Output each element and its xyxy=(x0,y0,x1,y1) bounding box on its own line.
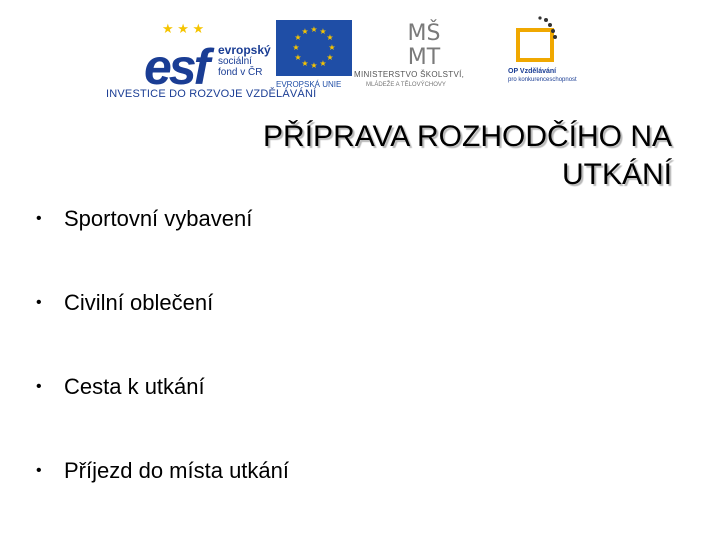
esf-text xyxy=(218,44,271,78)
slide-title-line2: UTKÁNÍ xyxy=(561,158,672,191)
bullet-item xyxy=(36,206,289,232)
svg-text:★: ★ xyxy=(319,59,327,68)
svg-text:★: ★ xyxy=(319,27,327,36)
svg-text:★: ★ xyxy=(326,33,334,42)
esf-stars-icon: ★ ★ ★ xyxy=(162,21,205,36)
esf-line1: evropský xyxy=(218,43,271,57)
bullet-dot-icon: • xyxy=(36,294,42,311)
op-logo xyxy=(502,16,580,96)
svg-text:★: ★ xyxy=(294,33,302,42)
msmt-line1: MINISTERSTVO ŠKOLSTVÍ, xyxy=(354,70,465,79)
msmt-line2: MLÁDEŽE A TĚLOVÝCHOVY xyxy=(366,82,446,88)
esf-logo xyxy=(140,18,271,98)
slide-title-line1: PŘÍPRAVA ROZHODČÍHO NA xyxy=(263,120,672,153)
svg-text:MT: MT xyxy=(407,45,441,68)
tagline: INVESTICE DO ROZVOJE VZDĚLÁVÁNÍ xyxy=(106,88,317,100)
slide-title xyxy=(112,118,672,194)
bullet-item xyxy=(36,374,289,400)
svg-text:★: ★ xyxy=(326,53,334,62)
esf-letters: esf xyxy=(144,39,208,95)
esf-line2: sociální xyxy=(218,56,252,67)
svg-text:MŠ: MŠ xyxy=(407,21,441,46)
svg-text:★: ★ xyxy=(310,25,318,34)
eu-label: EVROPSKÁ UNIE xyxy=(276,80,342,89)
op-line2: pro konkurenceschopnost xyxy=(508,77,577,83)
bullet-dot-icon: • xyxy=(36,210,42,227)
svg-text:★: ★ xyxy=(294,53,302,62)
bullet-item xyxy=(36,458,289,484)
bullet-dot-icon: • xyxy=(36,378,42,395)
svg-text:★: ★ xyxy=(310,61,318,70)
bullet-text: Cesta k utkání xyxy=(64,374,205,399)
msmt-logo xyxy=(354,18,484,94)
svg-text:★: ★ xyxy=(301,27,309,36)
eu-logo xyxy=(276,20,354,92)
msmt-mark-icon xyxy=(394,18,454,68)
bullet-text: Příjezd do místa utkání xyxy=(64,458,289,483)
svg-text:★: ★ xyxy=(292,43,300,52)
svg-text:★: ★ xyxy=(301,59,309,68)
op-mark-icon xyxy=(512,16,562,64)
svg-text:★: ★ xyxy=(328,43,336,52)
bullet-list xyxy=(36,206,289,542)
esf-line3: fond v ČR xyxy=(218,67,263,78)
bullet-text: Civilní oblečení xyxy=(64,290,214,315)
eu-flag-icon xyxy=(276,20,352,76)
bullet-item xyxy=(36,290,289,316)
bullet-dot-icon: • xyxy=(36,462,42,479)
op-line1: OP Vzdělávání xyxy=(508,68,557,75)
bullet-text: Sportovní vybavení xyxy=(64,206,253,231)
